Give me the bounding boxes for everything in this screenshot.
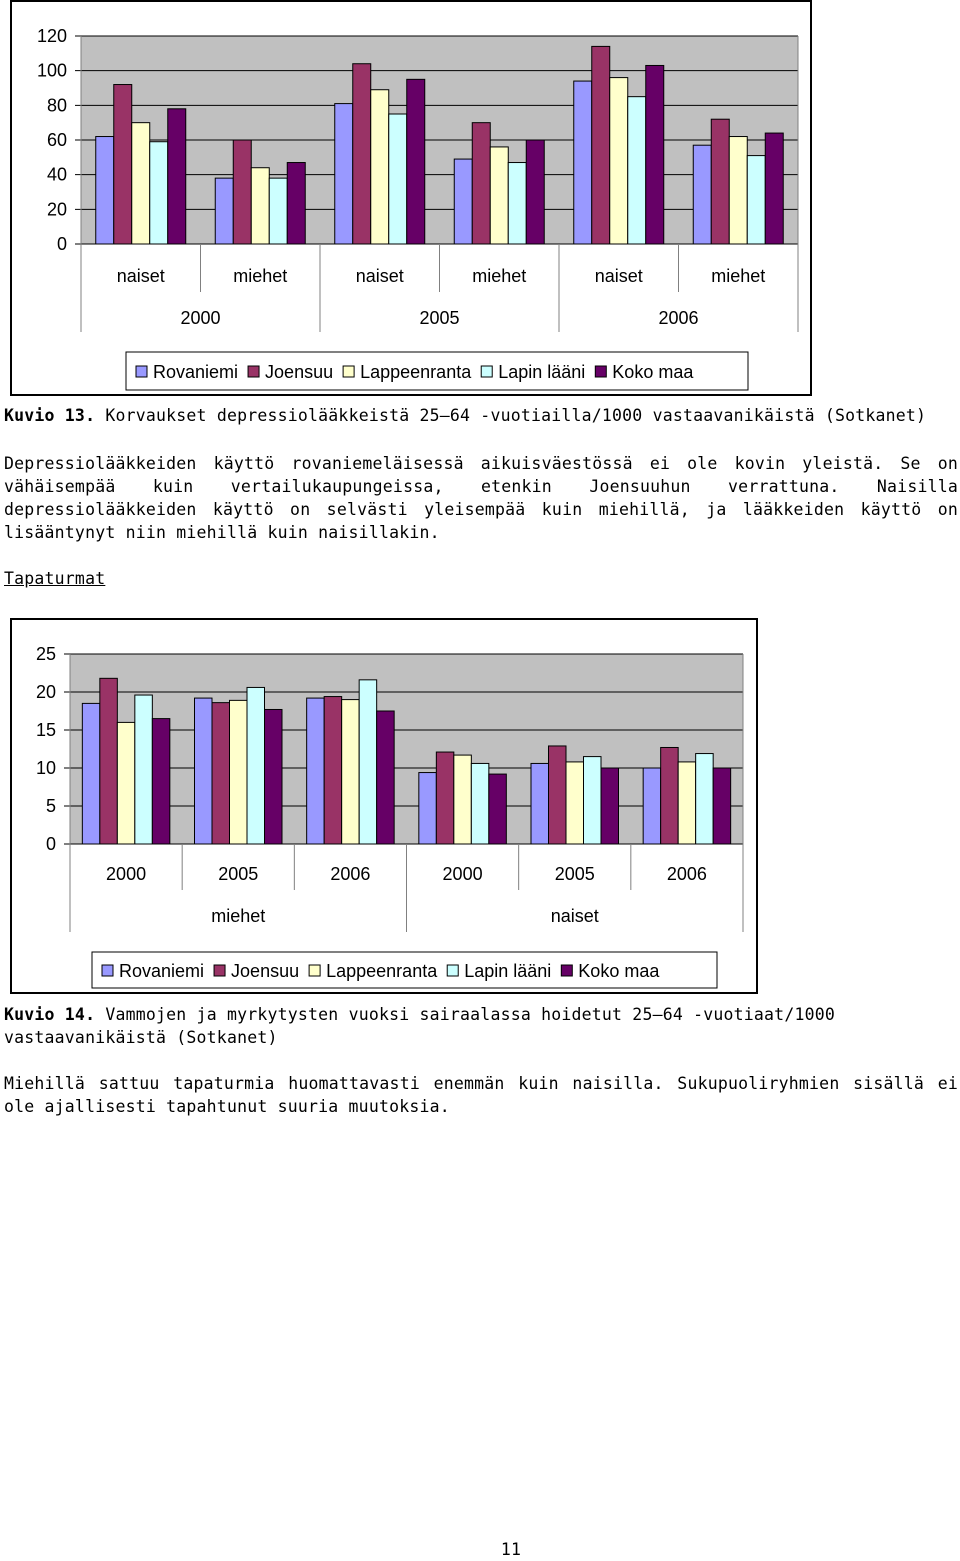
bar — [490, 147, 508, 244]
bar — [247, 687, 265, 844]
chart-1-svg — [12, 2, 814, 398]
y-tick-label: 20 — [46, 199, 67, 220]
caption-kuvio-13 — [4, 404, 958, 427]
legend-label: Lapin lääni — [498, 362, 586, 382]
x-tick-label: miehet — [472, 266, 527, 286]
bar — [526, 140, 544, 244]
legend-label: Joensuu — [231, 961, 300, 981]
legend-swatch — [248, 366, 259, 377]
bar — [472, 123, 490, 244]
legend-label: Lappeenranta — [326, 961, 438, 981]
y-tick-label: 80 — [46, 95, 67, 116]
bar — [335, 104, 353, 244]
legend-swatch — [214, 965, 225, 976]
legend-label: Lappeenranta — [360, 362, 472, 382]
bar — [643, 768, 661, 844]
x-tick-label: naiset — [355, 266, 404, 286]
bar — [407, 79, 425, 244]
legend-label: Koko maa — [578, 961, 660, 981]
bar — [678, 762, 696, 844]
legend-swatch — [595, 366, 606, 377]
bar — [135, 695, 153, 844]
legend-swatch — [343, 366, 354, 377]
bar — [610, 78, 628, 244]
bar — [508, 163, 526, 244]
legend-swatch — [561, 965, 572, 976]
bar — [377, 711, 395, 844]
bar — [584, 757, 602, 844]
bar — [471, 763, 489, 844]
bar — [150, 142, 168, 244]
bar — [324, 697, 342, 844]
bar — [436, 752, 454, 844]
heading-tapaturmat: Tapaturmat — [4, 569, 106, 588]
bar — [233, 140, 251, 244]
y-tick-label: 20 — [35, 682, 56, 702]
bar — [215, 178, 233, 244]
caption-13-text: Korvaukset depressiolääkkeistä 25–64 -vuotiailla/1000 vastaavanikäistä (Sotkanet) — [95, 406, 927, 425]
bar — [713, 768, 731, 844]
y-tick-label: 0 — [45, 834, 56, 854]
y-tick-label: 60 — [46, 130, 67, 150]
bar — [696, 754, 714, 844]
bar — [729, 137, 747, 244]
bar — [765, 133, 783, 244]
bar — [711, 119, 729, 244]
legend-swatch — [309, 965, 320, 976]
bar — [195, 698, 213, 844]
bar — [747, 156, 765, 244]
paragraph-tapaturmat: Miehillä sattuu tapaturmia huomattavasti enemmän kuin naisilla. Sukupuoliryhmien sisällä ei ole ajallisesti tapahtunut suuria muutoksia. — [4, 1074, 958, 1116]
x-tick-label: 2006 — [330, 864, 371, 884]
caption-kuvio-14 — [4, 1003, 958, 1049]
legend-swatch — [447, 965, 458, 976]
caption-13-label: Kuvio 13. — [4, 406, 96, 425]
bar — [628, 97, 646, 244]
bar — [230, 700, 248, 844]
x-tick-label: miehet — [233, 266, 288, 286]
legend-swatch — [102, 965, 113, 976]
caption-14-label: Kuvio 14. — [4, 1005, 96, 1024]
bar — [82, 703, 100, 844]
bar — [152, 719, 170, 844]
bar — [454, 755, 472, 844]
y-tick-label: 100 — [36, 60, 67, 81]
bar — [371, 90, 389, 244]
bar — [269, 178, 287, 244]
caption-14-text: Vammojen ja myrkytysten vuoksi sairaalassa hoidetut 25–64 -vuotiaat/1000 vastaavanikäistä (Sotkanet) — [4, 1005, 835, 1047]
y-tick-label: 25 — [35, 644, 56, 664]
y-tick-label: 120 — [36, 26, 67, 46]
y-tick-label: 5 — [45, 796, 56, 816]
bar — [96, 137, 114, 244]
paragraph-depressio: Depressiolääkkeiden käyttö rovaniemeläisessä aikuisväestössä ei ole kovin yleistä. Se on vähäisempää kuin vertailukaupungeissa, etenkin Joensuuhun verrattuna. Naisilla depressiolääkkeiden käyttö on selvästi yleisempää kuin miehillä, ja lääkkeiden käyttö on lisääntynyt niin miehillä kuin naisillakin. — [4, 454, 958, 542]
legend-swatch — [481, 366, 492, 377]
bar — [419, 773, 437, 844]
x-group-label: miehet — [211, 906, 266, 926]
y-tick-label: 10 — [35, 758, 56, 778]
bar — [601, 768, 619, 844]
bar — [489, 774, 507, 844]
x-group-label: 2005 — [419, 308, 460, 328]
legend-label: Joensuu — [265, 362, 334, 382]
bar — [353, 64, 371, 244]
y-tick-label: 0 — [56, 234, 67, 254]
legend-label: Lapin lääni — [464, 961, 552, 981]
plot-area — [70, 654, 743, 844]
x-tick-label: naiset — [594, 266, 643, 286]
x-group-label: naiset — [550, 906, 599, 926]
x-tick-label: 2005 — [218, 864, 259, 884]
bar — [661, 747, 679, 844]
bar — [265, 709, 283, 844]
legend-label: Rovaniemi — [119, 961, 205, 981]
bar — [646, 65, 664, 244]
x-tick-label: 2000 — [442, 864, 483, 884]
bar — [592, 46, 610, 244]
y-tick-label: 40 — [46, 164, 67, 185]
y-tick-label: 15 — [35, 720, 56, 740]
bar — [132, 123, 150, 244]
x-tick-label: 2000 — [106, 864, 147, 884]
bar — [114, 85, 132, 244]
bar — [287, 163, 305, 244]
x-group-label: 2000 — [180, 308, 221, 328]
bar — [574, 81, 592, 244]
x-tick-label: 2006 — [666, 864, 707, 884]
x-group-label: 2006 — [658, 308, 699, 328]
bar — [212, 703, 230, 844]
chart-tapaturmat — [10, 618, 758, 994]
legend-label: Rovaniemi — [153, 362, 239, 382]
bar — [100, 678, 118, 844]
chart-2-svg — [12, 620, 760, 996]
bar — [454, 159, 472, 244]
bar — [307, 698, 325, 844]
bar — [342, 700, 360, 844]
page-number: 11 — [500, 1540, 522, 1559]
x-tick-label: naiset — [116, 266, 165, 286]
legend-label: Koko maa — [612, 362, 694, 382]
bar — [168, 109, 186, 244]
bar — [531, 763, 549, 844]
bar — [549, 746, 567, 844]
bar — [117, 722, 135, 844]
bar — [389, 114, 407, 244]
bar — [693, 145, 711, 244]
bar — [251, 168, 269, 244]
chart-depressiolaakkeet — [10, 0, 812, 396]
bar — [359, 680, 377, 844]
bar — [566, 762, 584, 844]
legend-swatch — [136, 366, 147, 377]
x-tick-label: 2005 — [554, 864, 595, 884]
x-tick-label: miehet — [711, 266, 766, 286]
